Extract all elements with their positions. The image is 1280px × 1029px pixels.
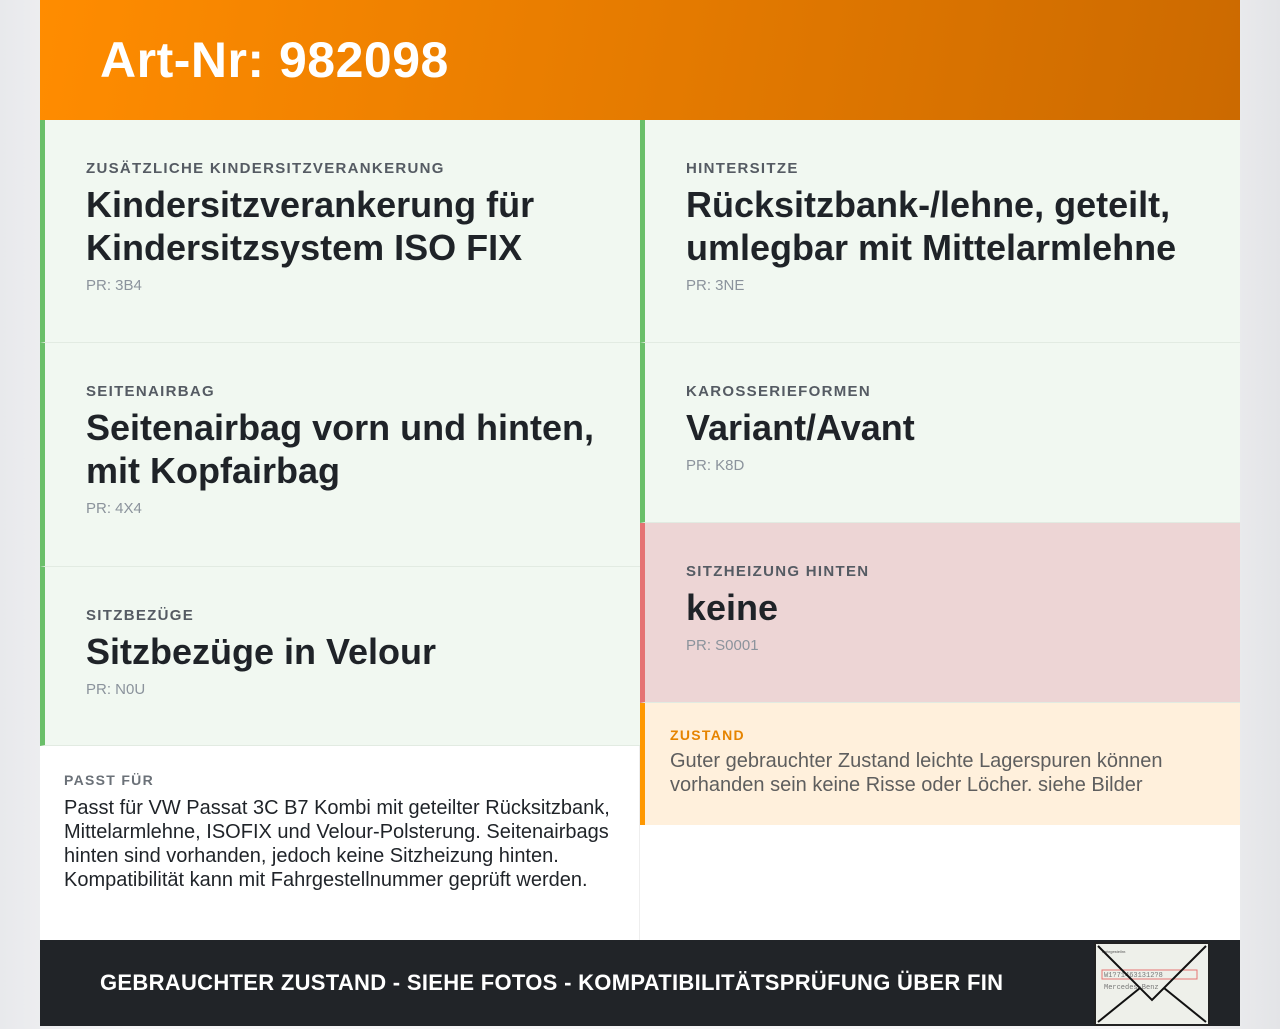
spec-pr: PR: 3NE <box>686 277 745 294</box>
spec-pr: PR: S0001 <box>686 637 759 654</box>
spec-pr: PR: 4X4 <box>86 500 142 517</box>
vin-document-image <box>1094 942 1210 1026</box>
article-number: Art-Nr: 982098 <box>100 32 449 88</box>
spec-pr: PR: N0U <box>86 681 146 698</box>
spec-value: Rücksitzbank-/lehne, geteilt, umlegbar mit Mittelarmlehne <box>686 184 1177 268</box>
spec-card <box>640 343 1240 523</box>
spec-pr: PR: K8D <box>686 457 745 474</box>
spec-value: Kindersitzverankerung für Kindersitzsystem ISO FIX <box>86 184 535 268</box>
spec-card-negative <box>640 523 1240 703</box>
fits-text: Passt für VW Passat 3C B7 Kombi mit geteilter Rücksitzbank, Mittelarmlehne, ISOFIX und Velour-Polsterung. Seitenairbags hinten sind vorhanden, jedoch keine Sitzheizung hinten. Kompatibilität kann mit Fahrgestellnummer geprüft werden. <box>64 797 610 891</box>
condition-section <box>640 703 1240 825</box>
spec-card <box>40 343 640 567</box>
header <box>40 0 1240 120</box>
spec-label: SEITENAIRBAG <box>86 383 215 400</box>
spec-value: Sitzbezüge in Velour <box>86 631 437 672</box>
spec-label: SITZBEZÜGE <box>86 607 195 624</box>
condition-text: Guter gebrauchter Zustand leichte Lagerspuren können vorhanden sein keine Risse oder Löcher. siehe Bilder <box>670 750 1163 796</box>
spec-value: Seitenairbag vorn und hinten, mit Kopfairbag <box>86 407 595 491</box>
spec-pr: PR: 3B4 <box>86 277 142 294</box>
svg-text:Mercedes-Benz: Mercedes-Benz <box>1104 984 1159 992</box>
spec-card <box>640 120 1240 343</box>
spec-value: keine <box>686 587 779 628</box>
spec-card <box>40 120 640 343</box>
left-column <box>40 120 640 940</box>
envelope-icon <box>1096 944 1208 1024</box>
footer-banner <box>40 940 1240 1026</box>
spec-label: HINTERSITZE <box>686 160 799 177</box>
footer-text: GEBRAUCHTER ZUSTAND - SIEHE FOTOS - KOMPATIBILITÄTSPRÜFUNG ÜBER FIN <box>100 970 1004 995</box>
listing-page <box>40 0 1240 1026</box>
spec-card <box>40 567 640 746</box>
spec-label: ZUSÄTZLICHE KINDERSITZVERANKERUNG <box>86 160 445 177</box>
fits-section <box>40 746 640 940</box>
fits-label: PASST FÜR <box>64 772 154 788</box>
condition-label: ZUSTAND <box>670 727 745 743</box>
right-column <box>640 120 1240 825</box>
svg-text:Fahrgestellnr.: Fahrgestellnr. <box>1102 949 1127 954</box>
svg-text:W1?714631312?8: W1?714631312?8 <box>1104 972 1163 980</box>
spec-label: KAROSSERIEFORMEN <box>686 383 871 400</box>
spec-value: Variant/Avant <box>686 407 915 448</box>
spec-label: SITZHEIZUNG HINTEN <box>686 563 870 580</box>
